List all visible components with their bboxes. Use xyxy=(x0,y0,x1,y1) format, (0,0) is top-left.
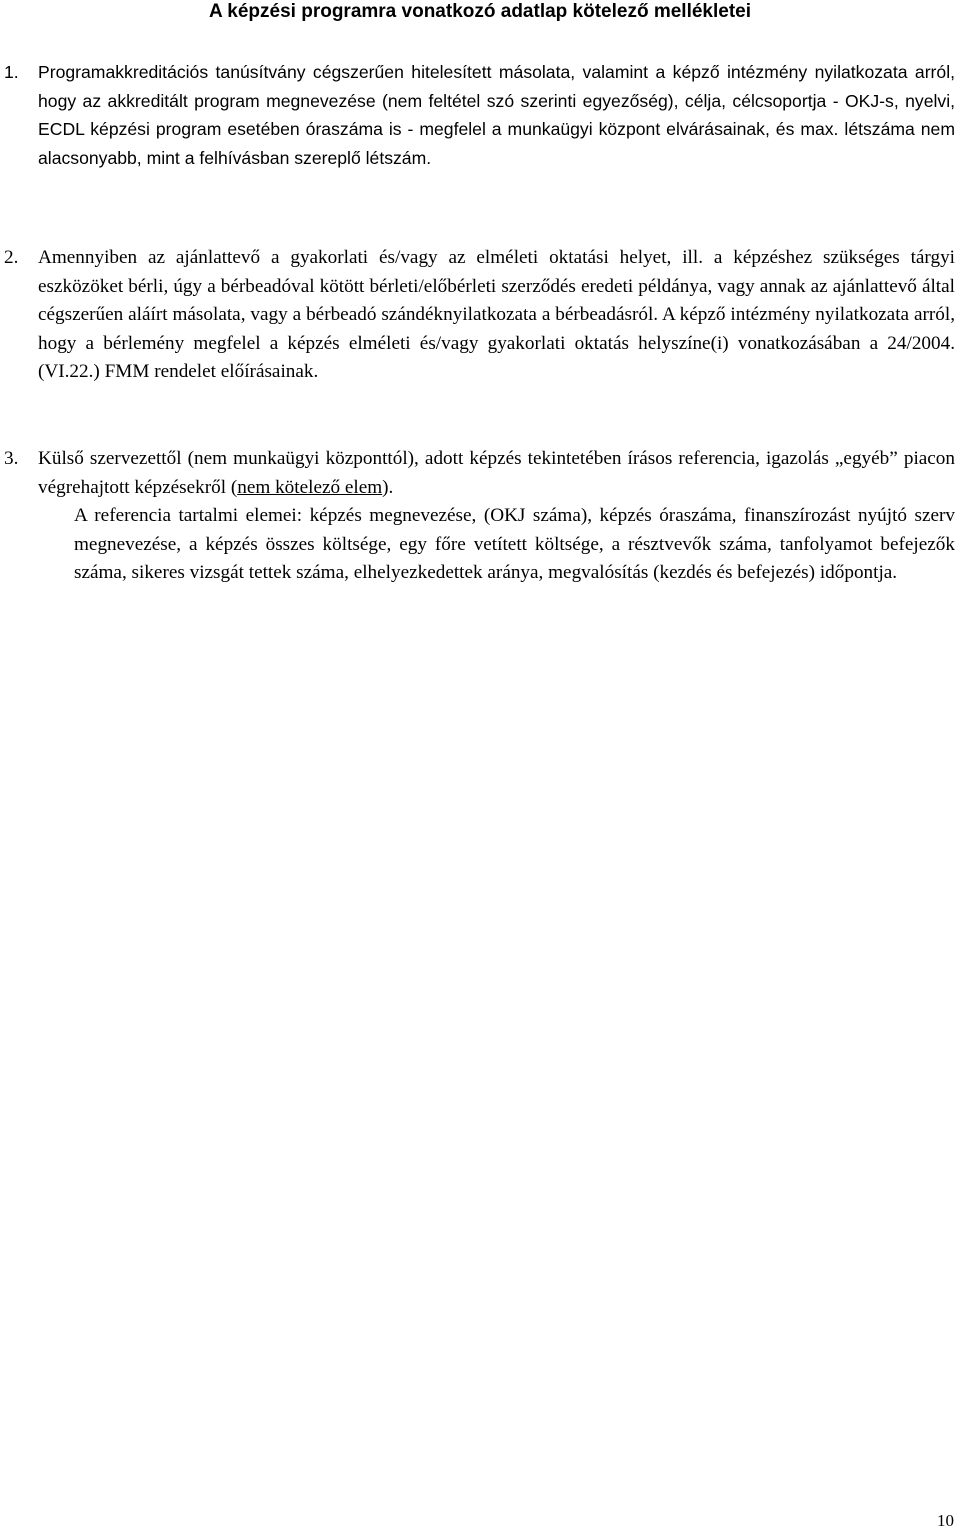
list-item-number: 2. xyxy=(4,247,19,268)
list-item-2 xyxy=(4,244,955,387)
optional-element-note: nem kötelező elem xyxy=(237,476,383,498)
list-item-text-main: Külső szervezettől (nem munkaügyi központtól), adott képzés tekintetében írásos referencia, igazolás „egyéb” piacon végrehajtott képzésekről ( xyxy=(38,448,955,498)
list-item-1 xyxy=(4,58,955,172)
document-title: A képzési programra vonatkozó adatlap kötelező mellékletei xyxy=(208,1,752,22)
list-item-number: 3. xyxy=(4,448,19,469)
list-item-text-end: ). xyxy=(382,476,394,498)
page-number: 10 xyxy=(937,1511,954,1530)
list-item-text: Amennyiben az ajánlattevő a gyakorlati és/vagy az elméleti oktatási helyet, ill. a képzéshez szükséges tárgyi eszközöket bérli, úgy a bérbeadóval kötött bérleti/előbérleti szerződés eredeti példánya, vagy annak az ajánlattevő által cégszerűen aláírt másolata, vagy a bérbeadó szándéknyilatkozata a bérbeadásról. A képző intézmény nyilatkozata arról, hogy a bérlemény megfelel a képzés elméleti és/vagy gyakorlati oktatás helyszíne(i) vonatkozásában a 24/2004. (VI.22.) FMM rendelet előírásainak. xyxy=(38,247,955,383)
list-item-text xyxy=(38,445,955,502)
reference-content-paragraph: A referencia tartalmi elemei: képzés megnevezése, (OKJ száma), képzés óraszáma, finanszírozást nyújtó szerv megnevezése, a képzés összes költsége, egy főre vetített költsége, a résztvevők száma, tanfolyamot befejezők száma, sikeres vizsgát tettek száma, elhelyezkedettek aránya, megvalósítás (kezdés és befejezés) időpontja. xyxy=(74,505,955,584)
list-item-3 xyxy=(4,445,955,502)
list-item-text: Programakkreditációs tanúsítvány cégszerűen hitelesített másolata, valamint a képző intézmény nyilatkozata arról, hogy az akkreditált program megnevezése (nem feltétel szó szerinti egyezőség), célja, célcsoportja - OKJ-s, nyelvi, ECDL képzési program esetében óraszáma is - megfelel a munkaügyi központ elvárásainak, és max. létszáma nem alacsonyabb, mint a felhívásban szereplő létszám. xyxy=(38,62,955,168)
list-item-number: 1. xyxy=(4,62,19,82)
